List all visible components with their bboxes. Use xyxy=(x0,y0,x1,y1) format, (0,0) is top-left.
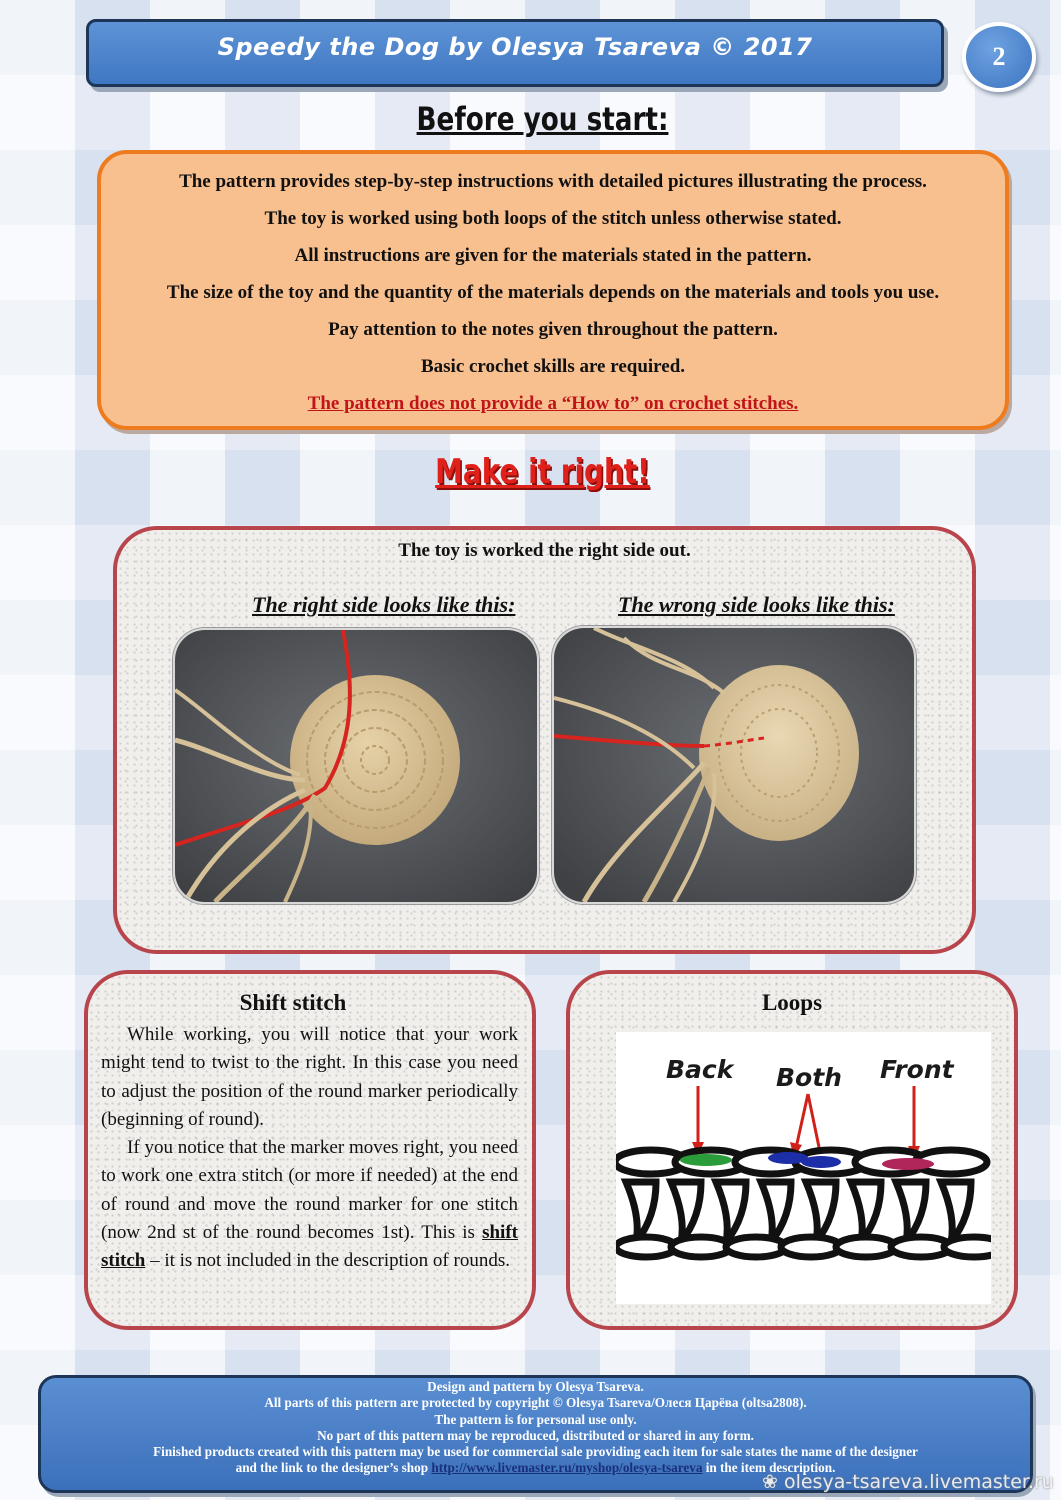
header-title: Speedy the Dog by Olesya Tsareva © 2017 xyxy=(217,33,813,61)
wrong-side-photo xyxy=(552,626,916,904)
instruction-line: The toy is worked using both loops of the stitch unless otherwise stated. xyxy=(264,208,842,229)
instruction-line: The size of the toy and the quantity of the materials depends on the materials and tools you use. xyxy=(166,282,940,303)
instruction-line: All instructions are given for the materials stated in the pattern. xyxy=(294,245,812,266)
footer-line: Design and pattern by Olesya Tsareva. xyxy=(427,1379,644,1394)
shift-stitch-para1: While working, you will notice that your work might tend to twist to the right. In this case you need to adjust the position of the round marker periodically (beginning of round). xyxy=(101,1024,518,1130)
instruction-line: Pay attention to the notes given throughout the pattern. xyxy=(328,319,778,340)
watermark: ❀ olesya-tsareva.livemaster.ru xyxy=(762,1471,1054,1493)
instruction-line: Basic crochet skills are required. xyxy=(420,356,686,377)
shift-stitch-text xyxy=(101,1021,518,1276)
loop-label-both: Both xyxy=(776,1063,842,1092)
loops-diagram xyxy=(616,1032,991,1304)
shop-link[interactable]: http://www.livemaster.ru/myshop/olesya-tsareva xyxy=(431,1460,703,1476)
instruction-line: The pattern provides step-by-step instructions with detailed pictures illustrating the process. xyxy=(179,171,927,192)
shift-stitch-para2: If you notice that the marker moves right, you need to work one extra stitch (or more if needed) at the end of round and move the round marker for one stitch (now 2nd st of the round becomes 1st). This is shift stitch – it is not included in the description of rounds. xyxy=(101,1137,518,1272)
page-number-badge: 2 xyxy=(962,22,1036,92)
make-it-right-intro: The toy is worked the right side out. xyxy=(398,540,691,561)
footer-line: The pattern is for personal use only. xyxy=(434,1411,637,1427)
footer-line: and the link to the designer’s shop http://www.livemaster.ru/myshop/olesya-tsareva in the item description. xyxy=(235,1460,836,1476)
make-it-right-heading: Make it right! xyxy=(435,452,650,492)
loop-label-back: Back xyxy=(666,1055,734,1084)
footer-copyright xyxy=(38,1379,1033,1477)
loop-label-front: Front xyxy=(880,1055,954,1084)
footer-line: No part of this pattern may be reproduced, distributed or shared in any form. xyxy=(317,1427,754,1443)
shift-stitch-term: shift stitch xyxy=(101,1222,518,1272)
right-side-photo xyxy=(173,628,539,904)
howto-warning: The pattern does not provide a “How to” on crochet stitches. xyxy=(307,393,799,414)
footer-line: All parts of this pattern are protected by copyright © Olesya Tsareva/Олеся Царёва (oltsa2808). xyxy=(264,1395,807,1411)
wrong-side-label: The wrong side looks like this: xyxy=(618,592,895,617)
shift-stitch-title: Shift stitch xyxy=(239,990,347,1015)
footer-line: Finished products created with this pattern may be used for commercial sale providing each item for sale states the name of the designer xyxy=(153,1444,918,1460)
right-side-label: The right side looks like this: xyxy=(252,592,516,617)
loops-title: Loops xyxy=(761,990,823,1015)
before-start-heading: Before you start: xyxy=(416,100,669,138)
